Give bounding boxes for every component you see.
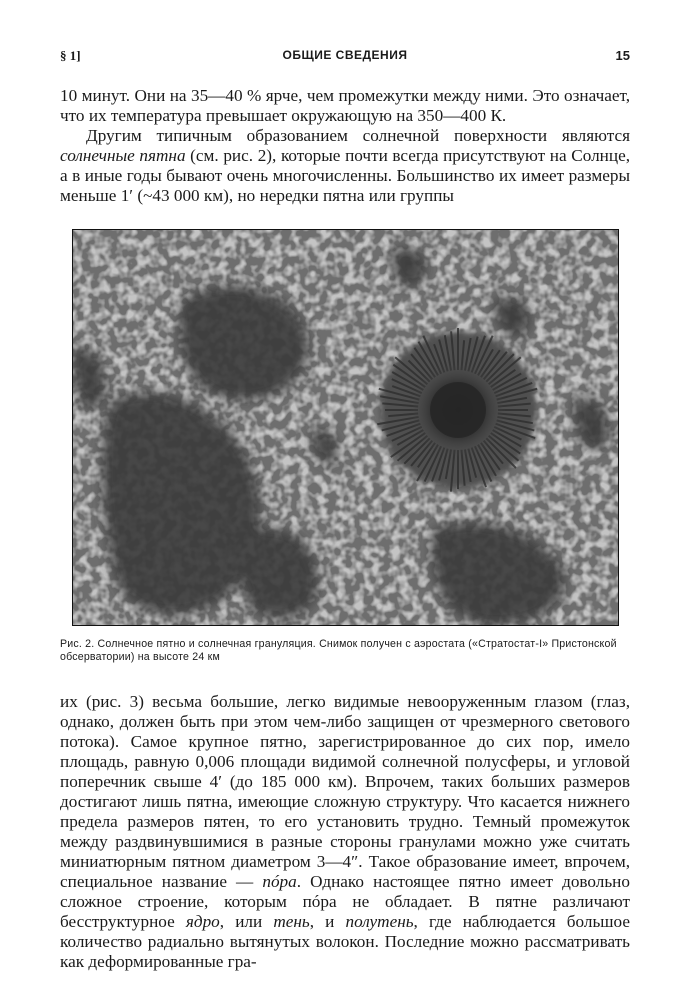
term-yadro: ядро [185,912,220,931]
page-number: 15 [615,48,630,63]
term-sunspots: солнечные пятна [60,146,186,165]
paragraph-3-part-4: , и [309,912,346,931]
term-ten: тень [273,912,310,931]
paragraph-3 [60,692,630,972]
paragraph-3-part-2: . Однако настоящее пятно имеет довольно сложное строение, которым пóра не обладает. В пятне различают бесструктурное [60,872,630,931]
paragraph-1: 10 минут. Они на 35—40 % ярче, чем промежутки между ними. Это означает, что их температура превышает окружающую на 350—400 К. [60,86,630,125]
term-pora: пóра [262,872,297,891]
term-poluten: полутень [345,912,414,931]
running-header [60,48,630,68]
paragraph-2 [60,126,630,206]
paragraph-3-part-5: , где наблюдается большое количество радиально вытянутых волокон. Последние можно рассматривать как деформированные гра- [60,912,630,971]
running-title: ОБЩИЕ СВЕДЕНИЯ [282,48,408,62]
top-text-block [60,86,630,206]
bottom-text-block [60,692,630,972]
paragraph-2-end: (см. рис. 2), которые почти всегда присутствуют на Солнце, а в иные годы бывают очень многочисленны. Большинство их имеет размеры меньше 1′ (~43 000 км), но нередки пятна или группы [60,146,631,205]
sunspot-granulation-image [73,230,618,625]
paragraph-3-part-1: их (рис. 3) весьма большие, легко видимые невооруженным глазом (глаз, однако, должен быть при этом чем-либо защищен от чрезмерного светового потока). Самое крупное пятно, зарегистрированное до сих пор, имело площадь, равную 0,006 площади видимой солнечной полусферы, и угловой поперечник свыше 4′ (до 185 000 км). Впрочем, таких больших размеров достигают лишь пятна, имеющие сложную структуру. Что касается нижнего предела размеров пятен, то его установить трудно. Темный промежуток между раздвинувшимися в разные стороны гранулами можно уже считать миниатюрным пятном диаметром 3—4″. Такое образование имеет, впрочем, специальное название — [60,692,630,891]
figure-caption: Рис. 2. Солнечное пятно и солнечная грануляция. Снимок получен с аэростата («Стратостат-I» Пристонской обсерватории) на высоте 24 км [60,638,617,663]
paragraph-2-start: Другим типичным образованием солнечной поверхности являются [86,126,630,145]
sunspot-photograph [72,229,619,626]
paragraph-3-part-3: , или [219,912,274,931]
section-number: § 1] [60,48,81,63]
